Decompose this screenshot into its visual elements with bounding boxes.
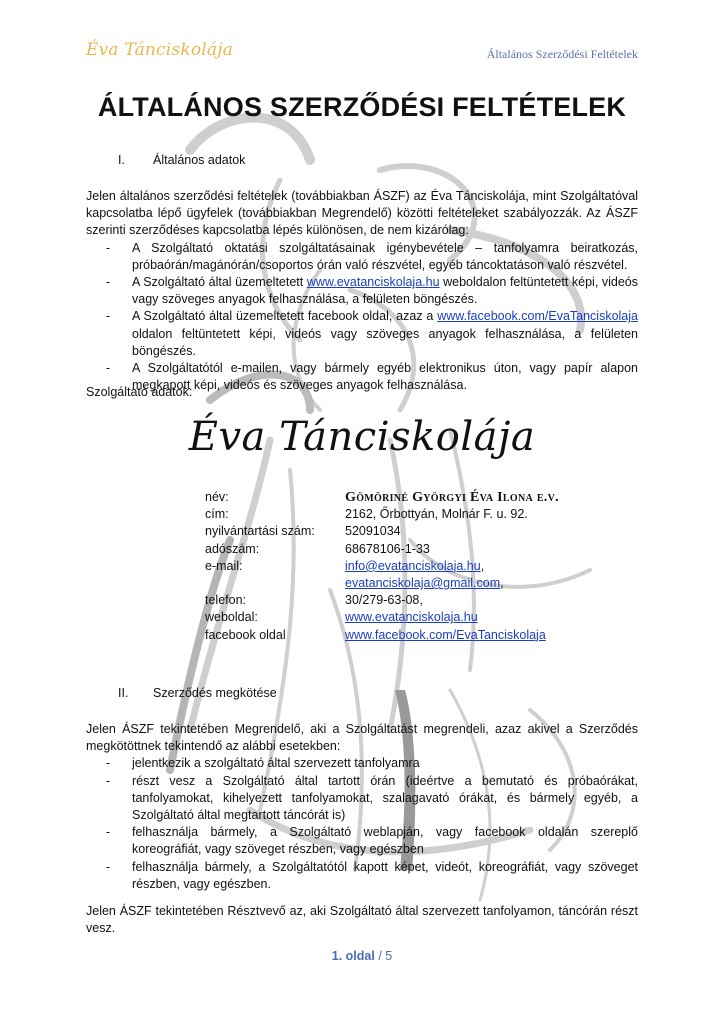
website-link[interactable]: www.evatanciskolaja.hu (306, 275, 440, 290)
list-item: - A Szolgáltató által üzemeltetett www.evatanciskolaja.hu weboldalon feltüntetett képi, videós vagy szöveges anyagok felhasználása, a felületen böngészés. (106, 275, 638, 307)
bullet-list (86, 240, 638, 395)
header-doc-title: Általános Szerződési Feltételek (486, 47, 638, 61)
provider-label: Szolgáltató adatok: (86, 385, 193, 399)
facebook-link[interactable]: www.facebook.com/EvaTanciskolaja (345, 627, 546, 642)
list-item: - A Szolgáltatótól e-mailen, vagy bármely egyéb elektronikus úton, vagy papír alapon megkapott képi, videós és szöveges anyagok felhasználása. (106, 361, 638, 393)
section-number: I. (118, 153, 125, 167)
dash-marker: - (106, 756, 111, 771)
intro-paragraph: Jelen általános szerződési feltételek (továbbiakban ÁSZF) az Éva Tánciskolája, mint Szolgáltatóval kapcsolatba lépő ügyfelek (továbbiakban Megrendelő) közötti feltételeket szabályozzák. Az ÁSZF szerinti szerződéses kapcsolatba lépés különösen, de nem kizárólag: (86, 189, 638, 238)
section-2-body (86, 721, 638, 893)
dash-marker: - (106, 361, 111, 376)
gmail-link[interactable]: evatanciskolaja@gmail.com (345, 576, 501, 591)
section-1-heading (118, 153, 245, 167)
list-item: - jelentkezik a szolgáltató által szervezett tanfolyamra (86, 755, 638, 772)
school-logo-text: Éva Tánciskolája (188, 414, 536, 460)
section-title: Szerződés megkötése (153, 686, 277, 700)
dash-marker: - (106, 825, 111, 840)
dash-marker: - (106, 773, 111, 788)
dash-marker: - (106, 309, 111, 324)
info-row-registration: nyilvántartási szám: 52091034 (205, 524, 401, 539)
header-brand: Éva Tánciskolája (86, 40, 234, 60)
page-number: 1. oldal / 5 (331, 949, 393, 963)
email-link[interactable]: info@evatanciskolaja.hu (345, 558, 481, 573)
info-row-website: weboldal: www.evatanciskolaja.hu (205, 610, 478, 625)
section-number: II. (118, 686, 129, 700)
info-row-tax: adószám: 68678106-1-33 (205, 541, 430, 556)
section-title: Általános adatok (153, 153, 246, 167)
info-row-email-2: evatanciskolaja@gmail.com, (345, 576, 504, 591)
closing-paragraph: Jelen ÁSZF tekintetében Résztvevő az, aki Szolgáltató által szervezett tanfolyamon, táncórán részt vesz. (86, 904, 638, 936)
list-item: - A Szolgáltató által üzemeltetett facebook oldal, azaz a www.facebook.com/EvaTanciskolaja oldalon feltüntetett képi, videós vagy szöveges anyagok felhasználása, a felületen böngészés. (106, 309, 638, 358)
intro-paragraph: Jelen ÁSZF tekintetében Megrendelő, aki a Szolgáltatást megrendeli, azaz akivel a Szerződés megkötöttnek tekintendő az alábbi esetekben: (86, 722, 638, 754)
facebook-link[interactable]: www.facebook.com/EvaTanciskolaja (437, 309, 638, 324)
info-row-phone: telefon: 30/279-63-08, (205, 593, 423, 608)
list-item: - A Szolgáltató oktatási szolgáltatásainak igénybevétele – tanfolyamra beiratkozás, próbaórán/magánórán/csoportos órán való részvétel, egyéb táncoktatáson való részvétel. (106, 240, 638, 272)
provider-info-table (205, 489, 645, 644)
list-item: - felhasználja bármely, a Szolgáltatótól kapott képet, videót, koreográfiát, vagy szöveget részben, vagy egészben. (106, 859, 638, 891)
section-1-body (86, 188, 638, 394)
website-link[interactable]: www.evatanciskolaja.hu (345, 610, 478, 625)
dash-marker: - (106, 859, 111, 874)
info-row-name: név: Gömöriné Györgyi Éva Ilona e.v. (205, 490, 559, 505)
list-item: - részt vesz a Szolgáltató által tartott órán (ideértve a bemutató és próbaórákat, tanfolyamokat, kihelyezett tanfolyamokat, szalagavató órákat, és bármely egyéb, a Szolgáltató által megtartott táncórát is) (106, 773, 638, 823)
page-title: ÁLTALÁNOS SZERZŐDÉSI FELTÉTELEK (97, 92, 627, 122)
section-2-heading (118, 686, 277, 700)
bullet-list (86, 755, 638, 893)
info-row-facebook: facebook oldal www.facebook.com/EvaTanciskolaja (205, 627, 546, 642)
info-row-address: cím: 2162, Őrbottyán, Molnár F. u. 92. (205, 507, 528, 522)
dash-marker: - (106, 240, 111, 255)
list-item: - felhasználja bármely, a Szolgáltató weblapján, vagy facebook oldalán szereplő koreográfiát, vagy szöveget részben, vagy egészben (106, 825, 638, 857)
dash-marker: - (106, 275, 111, 290)
info-row-email: e-mail: info@evatanciskolaja.hu, (205, 558, 485, 573)
